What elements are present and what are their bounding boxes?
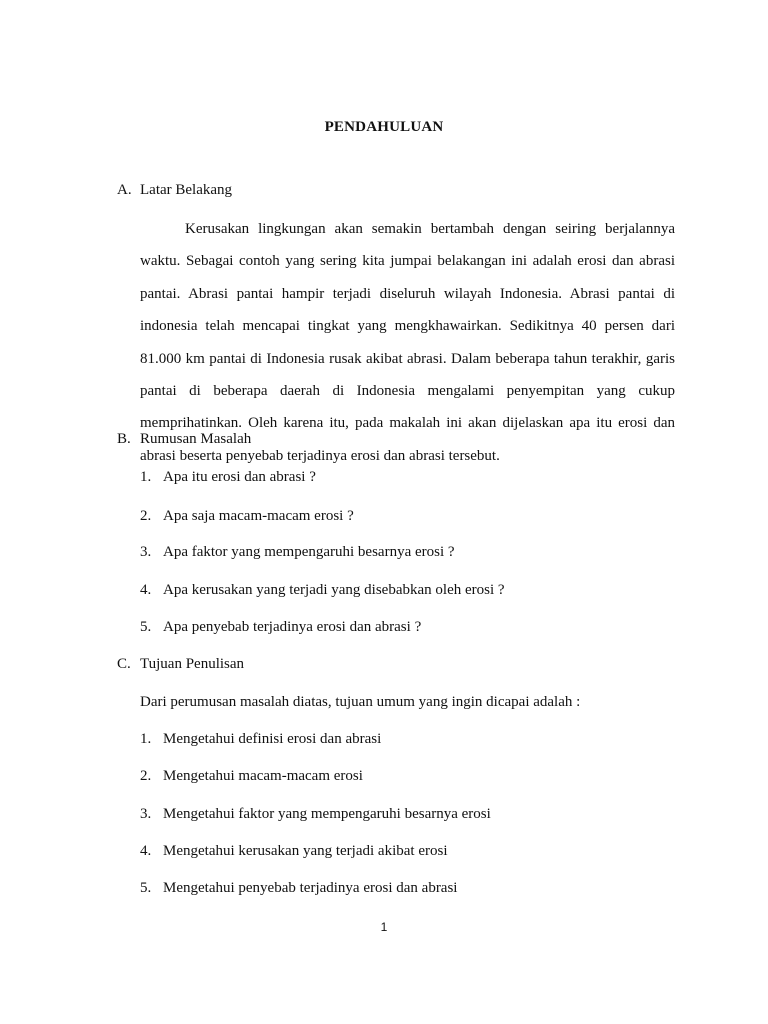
objectives-intro: Dari perumusan masalah diatas, tujuan umum yang ingin dicapai adalah :: [140, 694, 581, 710]
section-letter: B.: [117, 431, 131, 447]
list-item: [140, 843, 447, 860]
section-heading-latar-belakang: [117, 182, 232, 199]
list-number: 5.: [140, 619, 152, 635]
section-letter: A.: [117, 182, 132, 198]
section-heading-rumusan-masalah: [117, 431, 251, 448]
page-number: 1: [380, 920, 388, 934]
paragraph-text: Kerusakan lingkungan akan semakin bertambah dengan seiring berjalannya waktu. Sebagai contoh yang sering kita jumpai belakangan ini adalah erosi dan abrasi pantai. Abrasi pantai hampir terjadi diseluruh wilayah Indonesia. Abrasi pantai di indonesia telah mencapai tingkat yang mengkhawairkan. Sedikitnya 40 persen dari 81.000 km pantai di Indonesia rusak akibat abrasi. Dalam beberapa tahun terakhir, garis pantai di beberapa daerah di Indonesia mengalami penyempitan yang cukup memprihatinkan. Oleh karena itu, pada makalah ini akan dijelaskan apa itu erosi dan abrasi beserta penyebab terjadinya erosi dan abrasi tersebut.: [140, 221, 675, 464]
section-heading-tujuan-penulisan: [117, 656, 244, 673]
list-text: Apa saja macam-macam erosi ?: [163, 508, 354, 524]
list-text: Mengetahui kerusakan yang terjadi akibat erosi: [163, 843, 448, 859]
list-item: [140, 544, 455, 561]
list-item: [140, 508, 354, 525]
list-text: Apa faktor yang mempengaruhi besarnya erosi ?: [163, 544, 455, 560]
section-title: Latar Belakang: [140, 182, 233, 198]
list-item: [140, 806, 491, 823]
list-text: Apa itu erosi dan abrasi ?: [163, 469, 316, 485]
list-number: 1.: [140, 731, 152, 747]
list-text: Mengetahui faktor yang mempengaruhi besarnya erosi: [163, 806, 491, 822]
page-title: PENDAHULUAN: [324, 119, 444, 135]
list-number: 3.: [140, 544, 152, 560]
section-title: Rumusan Masalah: [140, 431, 252, 447]
section-letter: C.: [117, 656, 131, 672]
list-item: [140, 469, 316, 486]
list-item: [140, 619, 421, 636]
list-number: 5.: [140, 880, 152, 896]
list-number: 1.: [140, 469, 152, 485]
list-text: Apa penyebab terjadinya erosi dan abrasi ?: [163, 619, 422, 635]
section-title: Tujuan Penulisan: [140, 656, 245, 672]
list-item: [140, 768, 363, 785]
list-text: Mengetahui macam-macam erosi: [163, 768, 363, 784]
list-number: 2.: [140, 508, 152, 524]
list-text: Mengetahui penyebab terjadinya erosi dan abrasi: [163, 880, 458, 896]
list-number: 3.: [140, 806, 152, 822]
list-item: [140, 880, 457, 897]
list-item: [140, 582, 505, 599]
list-number: 2.: [140, 768, 152, 784]
list-number: 4.: [140, 582, 152, 598]
list-item: [140, 731, 381, 748]
list-number: 4.: [140, 843, 152, 859]
list-text: Mengetahui definisi erosi dan abrasi: [163, 731, 382, 747]
list-text: Apa kerusakan yang terjadi yang disebabkan oleh erosi ?: [163, 582, 505, 598]
